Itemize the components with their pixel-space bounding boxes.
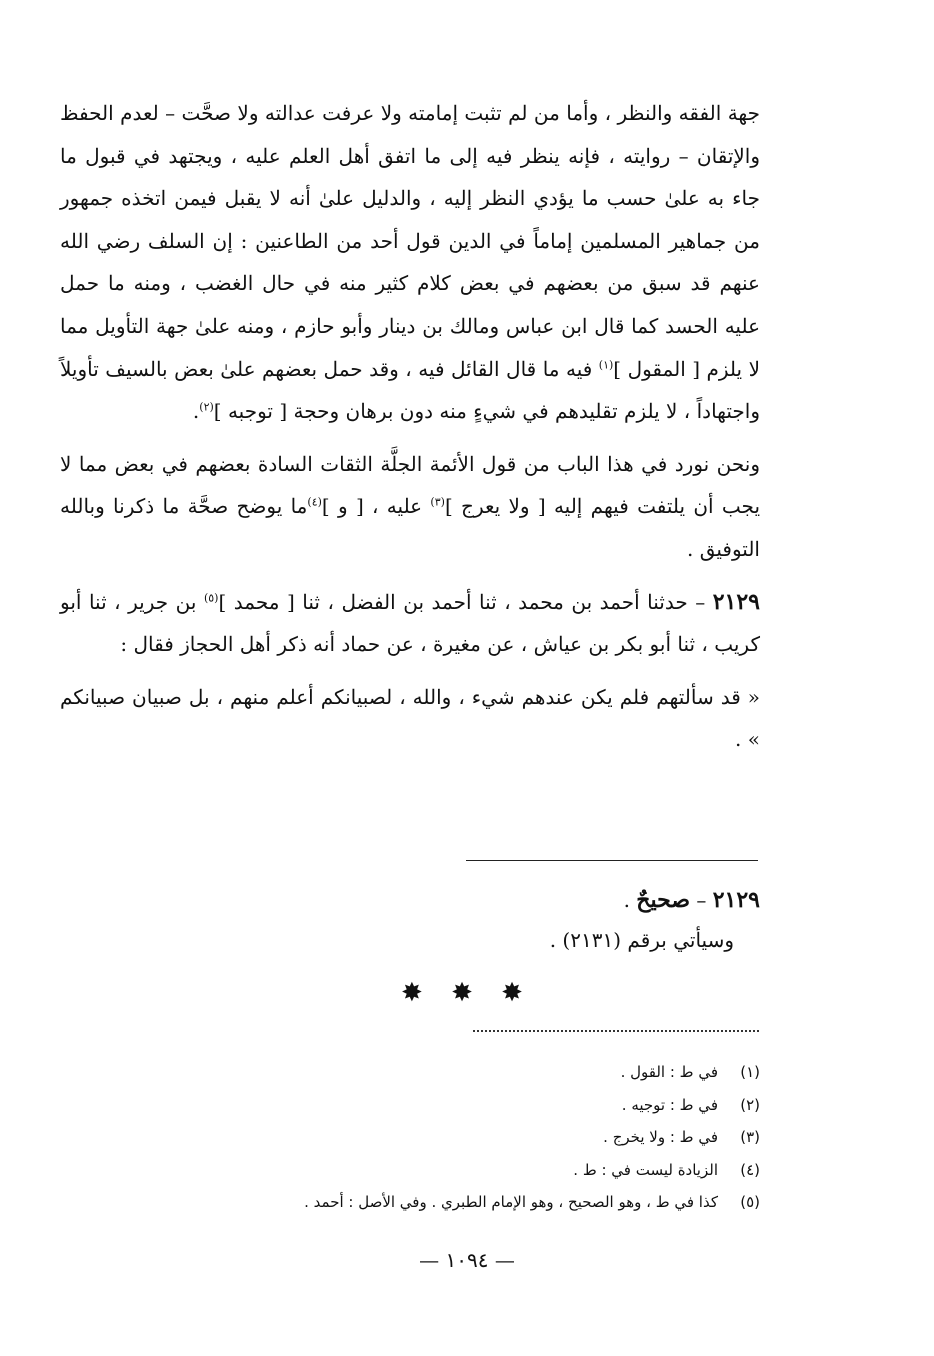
- cross-reference: وسيأتي برقم (٢١٣١) .: [549, 928, 734, 952]
- takhrij-number: ٢١٢٩: [712, 887, 760, 913]
- section-divider: [466, 860, 758, 861]
- footnote-item: (٣)في ط : ولا يخرج .: [603, 1128, 760, 1146]
- footnote-item: (١)في ط : القول .: [620, 1063, 760, 1081]
- hadith-paragraph: ٢١٢٩ – حدثنا أحمد بن محمد ، ثنا أحمد بن الفضل ، ثنا [ محمد ]$^{(٥)}$ بن جرير ، ثنا أبو كريب ، ثنا أبو بكر بن عياش ، عن مغيرة ، عن حماد أنه ذكر أهل الحجاز فقال :: [60, 588, 760, 657]
- footnote-separator: [473, 1030, 759, 1032]
- hadith-grade: صحيحٌ: [636, 887, 691, 913]
- footnote-ref-3[interactable]: (٣): [430, 495, 445, 509]
- takhrij-line: ٢١٢٩ – صحيحٌ .: [623, 887, 760, 913]
- paragraph-1: جهة الفقه والنظر ، وأما من لم تثبت إمامته ولا عرفت عدالته ولا صحَّت – لعدم الحفظ والإتقان – روايته ، فإنه ينظر فيه إلى ما اتفق أهل العلم عليه ، ويجتهد في قبول ما جاء به علىٰ حسب ما يؤدي النظر إليه ، والدليل علىٰ أنه لا يقبل فيمن اتخذه جمهور من جماهير المسلمين إماماً في الدين قول أحد من الطاعنين : إن السلف رضي الله عنهم قد سبق من بعضهم في بعض كلام كثير منه في حال الغضب ، ومنه ما حمل عليه الحسد كما قال ابن عباس ومالك بن دينار وأبو حازم ، ومنه علىٰ جهة التأويل مما لا يلزم [ المقول ]$^{(١)}$ فيه ما قال القائل فيه ، وقد حمل بعضهم علىٰ بعض بالسيف تأويلاً واجتهاداً ، لا يلزم تقليدهم في شيءٍ منه دون برهان وحجة [ توجبه ]$^{(٢)}$.: [60, 101, 760, 424]
- footnote-item: (٥)كذا في ط ، وهو الصحيح ، وهو الإمام الطبري . وفي الأصل : أحمد .: [304, 1193, 760, 1211]
- footnotes: [120, 1056, 760, 1219]
- hadith-number: ٢١٢٩: [712, 588, 760, 615]
- footnote-ref-1[interactable]: (١): [598, 357, 614, 371]
- footnote-item: (٢)في ط : توجيه .: [621, 1095, 760, 1114]
- footnote-item: (٤)الزيادة ليست في : ط .: [573, 1160, 760, 1179]
- paragraph-2: ونحن نورد في هذا الباب من قول الأئمة الجلَّة الثقات السادة بعضهم في بعض مما لا يجب أن يلتفت فيهم إليه [ ولا يعرج ]$^{(٣)}$ عليه ، [ و ]$^{(٤)}$ما يوضح صحَّة ما ذكرنا وبالله التوفيق .: [60, 451, 761, 561]
- main-text: [60, 92, 760, 761]
- page-number: — ١٠٩٤ —: [419, 1248, 515, 1272]
- quote-paragraph: « قد سألتهم فلم يكن عندهم شيء ، والله ، لصبيانكم أعلم منهم ، بل صبيان صبيانكم » .: [60, 684, 760, 752]
- star-ornament: ✸ ✸ ✸: [401, 978, 533, 1008]
- footnote-ref-4[interactable]: (٤): [307, 495, 322, 509]
- footnote-ref-2[interactable]: (٢): [199, 400, 214, 414]
- takhrij-section: [60, 880, 760, 960]
- footnote-ref-5[interactable]: (٥): [203, 590, 219, 604]
